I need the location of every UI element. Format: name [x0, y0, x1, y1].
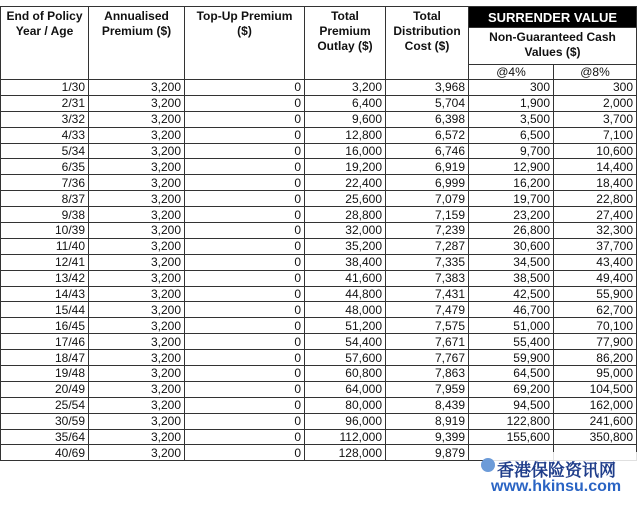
cell-year-age: 14/43: [1, 286, 89, 302]
cell-cv8: 62,700: [554, 302, 637, 318]
cell-cv4: 30,600: [469, 238, 554, 254]
table-row: [1, 334, 637, 350]
cell-outlay: 19,200: [305, 159, 386, 175]
cell-year-age: 40/69: [1, 445, 89, 461]
cell-annualised: 3,200: [89, 445, 185, 461]
cell-distribution: 8,919: [386, 413, 469, 429]
table-row: [1, 238, 637, 254]
table-body: [1, 80, 637, 461]
cell-outlay: 22,400: [305, 175, 386, 191]
cell-outlay: 57,600: [305, 350, 386, 366]
watermark-logo-icon: [481, 458, 495, 472]
cell-outlay: 64,000: [305, 381, 386, 397]
cell-topup: 0: [185, 302, 305, 318]
cell-cv4: 1,900: [469, 95, 554, 111]
cell-cv4: 6,500: [469, 127, 554, 143]
table-row: [1, 381, 637, 397]
cell-outlay: 51,200: [305, 318, 386, 334]
cell-outlay: 44,800: [305, 286, 386, 302]
cell-cv4: 38,500: [469, 270, 554, 286]
cell-outlay: 32,000: [305, 223, 386, 239]
cell-annualised: 3,200: [89, 111, 185, 127]
cell-annualised: 3,200: [89, 143, 185, 159]
cell-annualised: 3,200: [89, 127, 185, 143]
cell-topup: 0: [185, 366, 305, 382]
cell-cv8: 104,500: [554, 381, 637, 397]
cell-topup: 0: [185, 397, 305, 413]
cell-topup: 0: [185, 254, 305, 270]
cell-year-age: 10/39: [1, 223, 89, 239]
cell-outlay: 12,800: [305, 127, 386, 143]
cell-outlay: 25,600: [305, 191, 386, 207]
cell-topup: 0: [185, 127, 305, 143]
table-row: [1, 207, 637, 223]
illustration-table: [0, 6, 637, 461]
cell-topup: 0: [185, 191, 305, 207]
cell-outlay: 48,000: [305, 302, 386, 318]
cell-cv4: 3,500: [469, 111, 554, 127]
cell-year-age: 35/64: [1, 429, 89, 445]
table-row: [1, 175, 637, 191]
cell-outlay: 28,800: [305, 207, 386, 223]
cell-year-age: 15/44: [1, 302, 89, 318]
table-row: [1, 302, 637, 318]
cell-cv8: 14,400: [554, 159, 637, 175]
cell-year-age: 19/48: [1, 366, 89, 382]
header-total-distribution-cost: Total Distribution Cost ($): [386, 7, 469, 80]
cell-year-age: 3/32: [1, 111, 89, 127]
cell-annualised: 3,200: [89, 175, 185, 191]
table-row: [1, 350, 637, 366]
header-end-of-policy: End of Policy Year / Age: [1, 7, 89, 80]
cell-distribution: 7,159: [386, 207, 469, 223]
cell-cv8: 95,000: [554, 366, 637, 382]
table-row: [1, 80, 637, 96]
cell-annualised: 3,200: [89, 270, 185, 286]
cell-topup: 0: [185, 318, 305, 334]
cell-topup: 0: [185, 286, 305, 302]
cell-year-age: 20/49: [1, 381, 89, 397]
cell-cv4: 155,600: [469, 429, 554, 445]
cell-annualised: 3,200: [89, 318, 185, 334]
cell-annualised: 3,200: [89, 413, 185, 429]
cell-cv8: 3,700: [554, 111, 637, 127]
header-rate-4: @4%: [469, 65, 554, 80]
cell-annualised: 3,200: [89, 429, 185, 445]
cell-cv8: 10,600: [554, 143, 637, 159]
cell-topup: 0: [185, 175, 305, 191]
cell-outlay: 80,000: [305, 397, 386, 413]
table-row: [1, 286, 637, 302]
cell-cv8: 27,400: [554, 207, 637, 223]
cell-cv4: 26,800: [469, 223, 554, 239]
cell-topup: 0: [185, 223, 305, 239]
cell-distribution: 9,879: [386, 445, 469, 461]
cell-distribution: 6,572: [386, 127, 469, 143]
cell-topup: 0: [185, 111, 305, 127]
cell-annualised: 3,200: [89, 366, 185, 382]
cell-outlay: 9,600: [305, 111, 386, 127]
cell-cv4: 64,500: [469, 366, 554, 382]
cell-cv8: 162,000: [554, 397, 637, 413]
cell-topup: 0: [185, 381, 305, 397]
watermark: [485, 452, 637, 500]
cell-annualised: 3,200: [89, 334, 185, 350]
table-row: [1, 127, 637, 143]
cell-distribution: 7,479: [386, 302, 469, 318]
table-row: [1, 254, 637, 270]
cell-topup: 0: [185, 159, 305, 175]
cell-cv4: 94,500: [469, 397, 554, 413]
cell-cv4: 23,200: [469, 207, 554, 223]
cell-cv8: 37,700: [554, 238, 637, 254]
cell-cv4: 9,700: [469, 143, 554, 159]
cell-distribution: 7,079: [386, 191, 469, 207]
cell-cv4: 300: [469, 80, 554, 96]
cell-cv8: 86,200: [554, 350, 637, 366]
cell-cv8: 22,800: [554, 191, 637, 207]
cell-annualised: 3,200: [89, 159, 185, 175]
cell-outlay: 38,400: [305, 254, 386, 270]
cell-distribution: 7,863: [386, 366, 469, 382]
table-row: [1, 270, 637, 286]
cell-cv4: 46,700: [469, 302, 554, 318]
header-top-up-premium: Top-Up Premium ($): [185, 7, 305, 80]
table-row: [1, 397, 637, 413]
table-row: [1, 111, 637, 127]
cell-cv4: 19,700: [469, 191, 554, 207]
cell-outlay: 54,400: [305, 334, 386, 350]
cell-cv4: 42,500: [469, 286, 554, 302]
cell-outlay: 128,000: [305, 445, 386, 461]
header-total-premium-outlay: Total Premium Outlay ($): [305, 7, 386, 80]
cell-cv4: 69,200: [469, 381, 554, 397]
cell-annualised: 3,200: [89, 254, 185, 270]
cell-distribution: 7,959: [386, 381, 469, 397]
cell-cv8: 7,100: [554, 127, 637, 143]
cell-year-age: 7/36: [1, 175, 89, 191]
cell-year-age: 5/34: [1, 143, 89, 159]
cell-distribution: 7,239: [386, 223, 469, 239]
cell-cv4: 16,200: [469, 175, 554, 191]
table-row: [1, 191, 637, 207]
cell-annualised: 3,200: [89, 191, 185, 207]
cell-topup: 0: [185, 350, 305, 366]
cell-cv4: 55,400: [469, 334, 554, 350]
cell-cv8: 32,300: [554, 223, 637, 239]
cell-distribution: 7,671: [386, 334, 469, 350]
cell-year-age: 12/41: [1, 254, 89, 270]
cell-year-age: 16/45: [1, 318, 89, 334]
cell-outlay: 41,600: [305, 270, 386, 286]
cell-distribution: 9,399: [386, 429, 469, 445]
cell-topup: 0: [185, 95, 305, 111]
cell-annualised: 3,200: [89, 238, 185, 254]
cell-annualised: 3,200: [89, 381, 185, 397]
cell-distribution: 7,767: [386, 350, 469, 366]
header-non-guaranteed-cash-values: Non-Guaranteed Cash Values ($): [469, 28, 637, 65]
cell-cv4: 59,900: [469, 350, 554, 366]
cell-distribution: 7,287: [386, 238, 469, 254]
cell-topup: 0: [185, 207, 305, 223]
cell-distribution: 6,999: [386, 175, 469, 191]
cell-cv4: 12,900: [469, 159, 554, 175]
cell-distribution: 7,383: [386, 270, 469, 286]
cell-outlay: 60,800: [305, 366, 386, 382]
cell-outlay: 35,200: [305, 238, 386, 254]
cell-distribution: 7,335: [386, 254, 469, 270]
cell-cv8: 300: [554, 80, 637, 96]
cell-annualised: 3,200: [89, 302, 185, 318]
header-annualised-premium: Annualised Premium ($): [89, 7, 185, 80]
table-row: [1, 318, 637, 334]
table-row: [1, 159, 637, 175]
cell-cv8: 18,400: [554, 175, 637, 191]
cell-outlay: 6,400: [305, 95, 386, 111]
cell-distribution: 3,968: [386, 80, 469, 96]
cell-year-age: 2/31: [1, 95, 89, 111]
table-row: [1, 143, 637, 159]
cell-annualised: 3,200: [89, 350, 185, 366]
cell-annualised: 3,200: [89, 80, 185, 96]
cell-cv8: 77,900: [554, 334, 637, 350]
cell-year-age: 1/30: [1, 80, 89, 96]
cell-topup: 0: [185, 445, 305, 461]
cell-distribution: 8,439: [386, 397, 469, 413]
cell-cv8: 49,400: [554, 270, 637, 286]
cell-year-age: 6/35: [1, 159, 89, 175]
cell-year-age: 30/59: [1, 413, 89, 429]
cell-annualised: 3,200: [89, 397, 185, 413]
cell-topup: 0: [185, 429, 305, 445]
header-rate-8: @8%: [554, 65, 637, 80]
cell-cv4: 122,800: [469, 413, 554, 429]
cell-year-age: 8/37: [1, 191, 89, 207]
table-row: [1, 429, 637, 445]
cell-cv8: 70,100: [554, 318, 637, 334]
watermark-site-name: 香港保险资讯网: [497, 461, 616, 480]
cell-year-age: 4/33: [1, 127, 89, 143]
cell-cv8: 2,000: [554, 95, 637, 111]
cell-topup: 0: [185, 238, 305, 254]
cell-year-age: 13/42: [1, 270, 89, 286]
cell-cv8: 241,600: [554, 413, 637, 429]
table-row: [1, 95, 637, 111]
table-row: [1, 366, 637, 382]
cell-topup: 0: [185, 334, 305, 350]
cell-annualised: 3,200: [89, 95, 185, 111]
cell-cv4: 34,500: [469, 254, 554, 270]
cell-topup: 0: [185, 143, 305, 159]
cell-distribution: 6,398: [386, 111, 469, 127]
cell-year-age: 25/54: [1, 397, 89, 413]
cell-outlay: 3,200: [305, 80, 386, 96]
cell-outlay: 16,000: [305, 143, 386, 159]
table-row: [1, 413, 637, 429]
cell-year-age: 18/47: [1, 350, 89, 366]
cell-annualised: 3,200: [89, 223, 185, 239]
cell-topup: 0: [185, 80, 305, 96]
cell-distribution: 6,919: [386, 159, 469, 175]
cell-outlay: 96,000: [305, 413, 386, 429]
header-surrender-value: SURRENDER VALUE: [469, 7, 637, 28]
cell-cv8: 43,400: [554, 254, 637, 270]
cell-outlay: 112,000: [305, 429, 386, 445]
cell-annualised: 3,200: [89, 286, 185, 302]
cell-year-age: 9/38: [1, 207, 89, 223]
cell-cv4: 51,000: [469, 318, 554, 334]
cell-year-age: 11/40: [1, 238, 89, 254]
watermark-url: www.hkinsu.com: [491, 478, 622, 495]
cell-year-age: 17/46: [1, 334, 89, 350]
cell-topup: 0: [185, 413, 305, 429]
cell-topup: 0: [185, 270, 305, 286]
cell-distribution: 6,746: [386, 143, 469, 159]
table-row: [1, 223, 637, 239]
cell-distribution: 7,575: [386, 318, 469, 334]
cell-distribution: 5,704: [386, 95, 469, 111]
cell-distribution: 7,431: [386, 286, 469, 302]
cell-cv8: 350,800: [554, 429, 637, 445]
cell-cv8: 55,900: [554, 286, 637, 302]
cell-annualised: 3,200: [89, 207, 185, 223]
